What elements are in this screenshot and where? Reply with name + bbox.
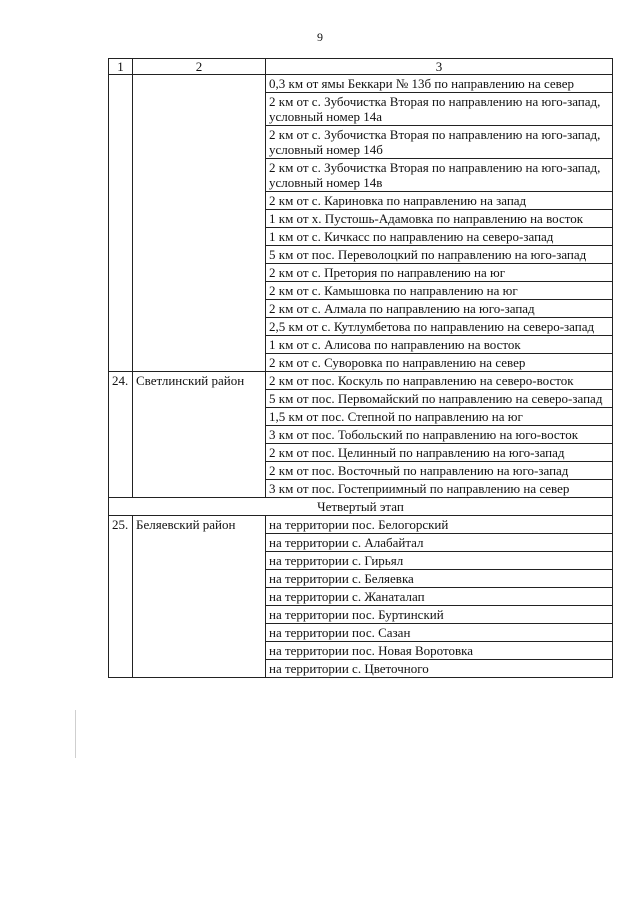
location-cell: на территории с. Гирьял xyxy=(266,552,613,570)
location-cell: 0,3 км от ямы Беккари № 13б по направлению на север xyxy=(266,75,613,93)
location-cell: на территории пос. Белогорский xyxy=(266,516,613,534)
location-cell: на территории с. Жанаталап xyxy=(266,588,613,606)
table-row xyxy=(109,516,613,534)
district-name: Беляевский район xyxy=(133,516,266,534)
location-cell: 5 км от пос. Переволоцкий по направлению на юго-запад xyxy=(266,246,613,264)
table-row xyxy=(109,588,613,606)
table-row xyxy=(109,336,613,354)
location-cell: на территории с. Цветочного xyxy=(266,660,613,678)
table-row xyxy=(109,534,613,552)
location-cell: 1,5 км от пос. Степной по направлению на юг xyxy=(266,408,613,426)
table-row xyxy=(109,660,613,678)
table-row xyxy=(109,126,613,159)
table-row xyxy=(109,444,613,462)
table-row xyxy=(109,426,613,444)
location-cell: 1 км от с. Кичкасс по направлению на северо-запад xyxy=(266,228,613,246)
district-number: 25. xyxy=(109,516,133,534)
table-header-row xyxy=(109,59,613,75)
district-number: 24. xyxy=(109,372,133,390)
table-row xyxy=(109,390,613,408)
location-cell: 1 км от с. Алисова по направлению на восток xyxy=(266,336,613,354)
location-cell: 2 км от с. Суворовка по направлению на север xyxy=(266,354,613,372)
location-cell: 2,5 км от с. Кутлумбетова по направлению на северо-запад xyxy=(266,318,613,336)
location-cell: на территории пос. Новая Воротовка xyxy=(266,642,613,660)
table-row xyxy=(109,159,613,192)
table-row xyxy=(109,228,613,246)
table-row xyxy=(109,480,613,498)
table-row xyxy=(109,624,613,642)
location-cell: 2 км от с. Зубочистка Вторая по направлению на юго-запад, условный номер 14б xyxy=(266,126,613,159)
location-cell: 2 км от с. Камышовка по направлению на юг xyxy=(266,282,613,300)
location-cell: 2 км от с. Зубочистка Вторая по направлению на юго-запад, условный номер 14в xyxy=(266,159,613,192)
location-cell: 2 км от пос. Коскуль по направлению на северо-восток xyxy=(266,372,613,390)
location-cell: 2 км от с. Претория по направлению на юг xyxy=(266,264,613,282)
table-row xyxy=(109,552,613,570)
table-row xyxy=(109,75,613,93)
location-cell: 3 км от пос. Гостеприимный по направлению на север xyxy=(266,480,613,498)
header-col-3: 3 xyxy=(266,59,613,75)
stage-row xyxy=(109,498,613,516)
scan-artifact xyxy=(75,710,76,758)
location-cell: 2 км от с. Зубочистка Вторая по направлению на юго-запад, условный номер 14а xyxy=(266,93,613,126)
page-number: 9 xyxy=(317,30,323,44)
table-row xyxy=(109,372,613,390)
location-cell: на территории пос. Сазан xyxy=(266,624,613,642)
location-cell: 3 км от пос. Тобольский по направлению на юго-восток xyxy=(266,426,613,444)
stage-heading: Четвертый этап xyxy=(109,498,613,516)
table-row xyxy=(109,570,613,588)
table-row xyxy=(109,354,613,372)
table-row xyxy=(109,642,613,660)
location-cell: на территории с. Алабайтал xyxy=(266,534,613,552)
location-cell: на территории пос. Буртинский xyxy=(266,606,613,624)
table-row xyxy=(109,210,613,228)
location-cell: 1 км от х. Пустошь-Адамовка по направлению на восток xyxy=(266,210,613,228)
table-row xyxy=(109,300,613,318)
locations-table xyxy=(108,58,613,678)
table-row xyxy=(109,606,613,624)
header-col-1: 1 xyxy=(109,59,133,75)
location-cell: на территории с. Беляевка xyxy=(266,570,613,588)
table-row xyxy=(109,264,613,282)
table-row xyxy=(109,462,613,480)
table-row xyxy=(109,192,613,210)
table-row xyxy=(109,318,613,336)
district-name: Светлинский район xyxy=(133,372,266,390)
table-row xyxy=(109,408,613,426)
location-cell: 5 км от пос. Первомайский по направлению на северо-запад xyxy=(266,390,613,408)
header-col-2: 2 xyxy=(133,59,266,75)
location-cell: 2 км от пос. Целинный по направлению на юго-запад xyxy=(266,444,613,462)
location-cell: 2 км от с. Кариновка по направлению на запад xyxy=(266,192,613,210)
location-cell: 2 км от с. Алмала по направлению на юго-запад xyxy=(266,300,613,318)
table-row xyxy=(109,93,613,126)
location-cell: 2 км от пос. Восточный по направлению на юго-запад xyxy=(266,462,613,480)
table-row xyxy=(109,282,613,300)
table-row xyxy=(109,246,613,264)
